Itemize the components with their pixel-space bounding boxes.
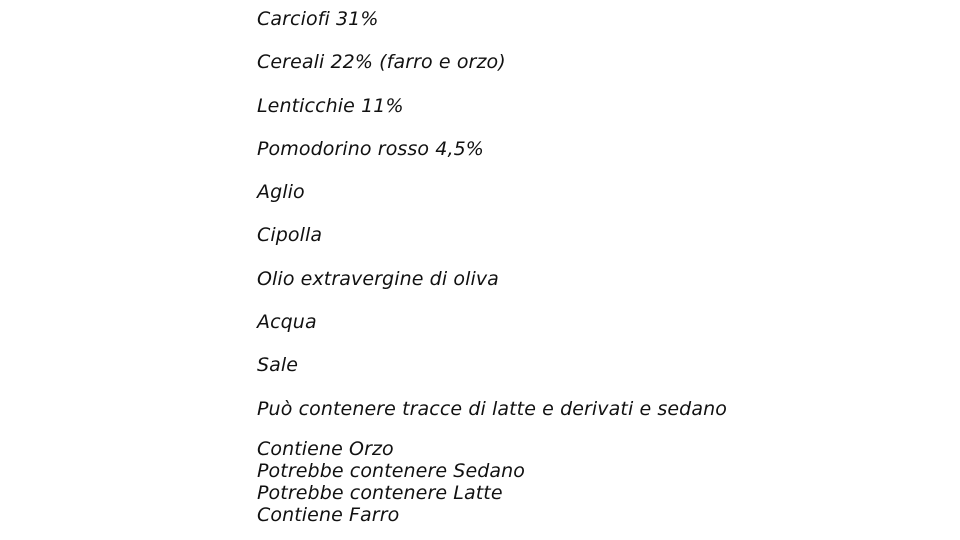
ingredient-item: Sale (257, 354, 299, 377)
ingredient-item: Aglio (257, 181, 305, 204)
allergen-item: Potrebbe contenere Sedano (257, 460, 526, 482)
allergens-list (257, 438, 937, 526)
allergen-item: Contiene Farro (257, 504, 400, 526)
ingredient-item: Pomodorino rosso 4,5% (257, 137, 484, 160)
traces-note: Può contenere tracce di latte e derivati e sedano (257, 397, 727, 420)
ingredient-item: Cereali 22% (farro e orzo) (257, 51, 506, 74)
ingredient-item: Lenticchie 11% (257, 94, 404, 117)
ingredient-item: Acqua (257, 311, 317, 334)
allergen-item: Contiene Orzo (257, 438, 394, 460)
ingredients-list (257, 6, 937, 439)
ingredient-item: Carciofi 31% (257, 8, 379, 30)
ingredient-item: Olio extravergine di oliva (257, 267, 499, 290)
allergen-item: Potrebbe contenere Latte (257, 482, 503, 504)
ingredient-item: Cipolla (257, 224, 323, 247)
